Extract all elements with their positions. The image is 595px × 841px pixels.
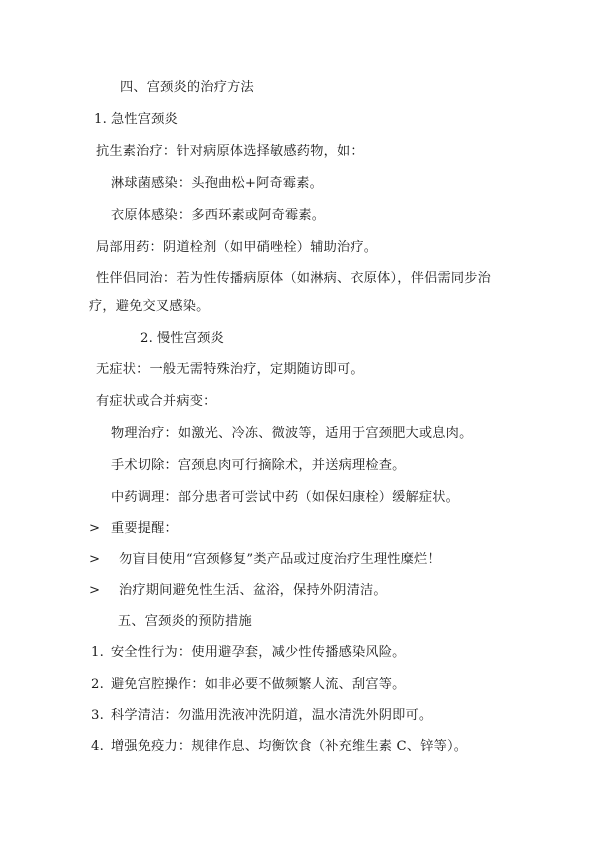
- reminder-heading: [89, 520, 178, 538]
- surgery-paragraph: 手术切除：宫颈息肉可行摘除术，并送病理检查。: [111, 458, 406, 473]
- prevention-number: 3.: [91, 708, 104, 723]
- chlamydia-paragraph: 衣原体感染：多西环素或阿奇霉素。: [111, 208, 326, 223]
- gonorrhea-paragraph: 淋球菌感染：头孢曲松+阿奇霉素。: [111, 176, 324, 191]
- section-5-heading: 五、宫颈炎的预防措施: [118, 614, 252, 629]
- reminder-title: 重要提醒：: [111, 521, 178, 536]
- acute-title: 急性宫颈炎: [111, 112, 178, 127]
- asymptomatic-paragraph: 无症状：一般无需特殊治疗，定期随访即可。: [96, 362, 364, 377]
- prevention-item: [91, 644, 406, 662]
- prevention-item: [91, 738, 467, 756]
- physical-therapy-paragraph: 物理治疗：如激光、冷冻、微波等，适用于宫颈肥大或息肉。: [111, 426, 473, 441]
- partner-treatment-line-1: 性伴侣同治：若为性传播病原体（如淋病、衣原体），伴侣需同步治: [96, 271, 492, 286]
- reminder-marker: >: [89, 552, 101, 567]
- acute-number: 1.: [94, 112, 107, 127]
- symptomatic-paragraph: 有症状或合并病变：: [96, 394, 217, 409]
- chronic-number: 2.: [140, 331, 153, 346]
- prevention-text: 增强免疫力：规律作息、均衡饮食（补充维生素 C、锌等）。: [111, 739, 468, 754]
- reminder-marker: >: [89, 521, 101, 536]
- partner-treatment-line-2: 疗，避免交叉感染。: [89, 299, 210, 314]
- prevention-text: 安全性行为：使用避孕套，减少性传播感染风险。: [111, 645, 406, 660]
- acute-heading: [94, 111, 178, 129]
- prevention-number: 4.: [91, 739, 104, 754]
- prevention-text: 科学清洁：勿滥用洗液冲洗阴道，温水清洗外阴即可。: [111, 708, 433, 723]
- reminder-item: [89, 582, 387, 600]
- prevention-item: [91, 707, 432, 725]
- prevention-item: [91, 676, 406, 694]
- section-4-heading: 四、宫颈炎的治疗方法: [120, 80, 254, 95]
- reminder-item: [89, 551, 441, 569]
- chronic-title: 慢性宫颈炎: [157, 331, 224, 346]
- local-treatment-paragraph: 局部用药：阴道栓剂（如甲硝唑栓）辅助治疗。: [96, 240, 378, 255]
- reminder-text: 治疗期间避免性生活、盆浴，保持外阴清洁。: [119, 583, 387, 598]
- tcm-paragraph: 中药调理：部分患者可尝试中药（如保妇康栓）缓解症状。: [111, 490, 460, 505]
- chronic-heading: [140, 330, 224, 348]
- reminder-marker: >: [89, 583, 101, 598]
- antibiotic-paragraph: 抗生素治疗：针对病原体选择敏感药物，如：: [96, 144, 364, 159]
- reminder-text: 勿盲目使用“宫颈修复”类产品或过度治疗生理性糜烂！: [119, 552, 441, 567]
- prevention-number: 2.: [91, 677, 104, 692]
- prevention-number: 1.: [91, 645, 104, 660]
- prevention-text: 避免宫腔操作：如非必要不做频繁人流、刮宫等。: [111, 677, 406, 692]
